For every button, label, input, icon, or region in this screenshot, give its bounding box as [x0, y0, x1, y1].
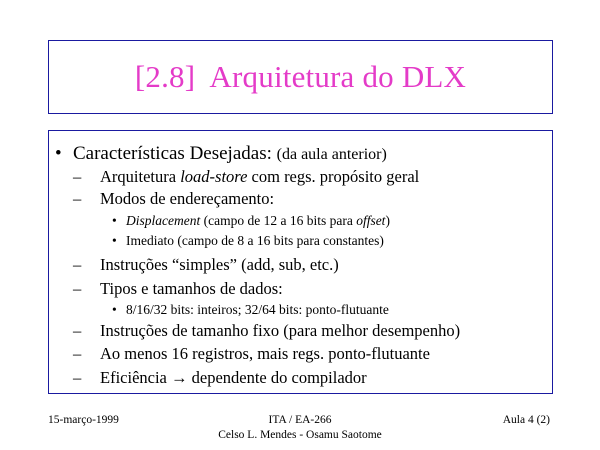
text-run: load-store — [180, 167, 248, 186]
slide-title: [2.8] Arquitetura do DLX — [134, 59, 467, 94]
text-run: Tipos e tamanhos de dados: — [100, 279, 283, 298]
text-run: Instruções de tamanho fixo (para melhor desempenho) — [100, 321, 461, 340]
list-item-text — [100, 344, 430, 364]
text-run: Eficiência → dependente do compilador — [100, 368, 367, 387]
footer-page-number: Aula 4 (2) — [502, 414, 550, 426]
footer-authors: Celso L. Mendes - Osamu Saotome — [218, 429, 382, 441]
list-item-text — [126, 302, 389, 318]
dash-bullet-icon: – — [73, 279, 82, 298]
text-run: Modos de endereçamento: — [100, 189, 275, 208]
list-item-text — [100, 368, 367, 388]
dash-bullet-icon: – — [73, 321, 82, 340]
bullet-icon: • — [55, 143, 62, 164]
list-item-text — [100, 279, 283, 299]
text-run: Características Desejadas — [73, 143, 267, 164]
text-run: Instruções “simples” (add, sub, etc.) — [100, 255, 339, 274]
text-run: Ao menos 16 registros, mais regs. ponto-flutuante — [100, 344, 430, 363]
list-item-text — [100, 255, 339, 275]
list-item-text — [73, 143, 387, 165]
list-item-text — [100, 321, 460, 341]
bullet-icon: • — [112, 213, 117, 228]
bullet-icon: • — [112, 302, 117, 317]
text-run: Imediato (campo de 8 a 16 bits para constantes) — [126, 233, 384, 248]
text-run: 8/16/32 bits: inteiros; 32/64 bits: ponto-flutuante — [126, 302, 389, 317]
text-run: Arquitetura — [100, 167, 181, 186]
dash-bullet-icon: – — [73, 255, 82, 274]
list-item-text — [100, 167, 419, 187]
text-run: : — [266, 143, 277, 164]
footer-date: 15-março-1999 — [48, 414, 119, 426]
text-run: (da aula anterior) — [276, 146, 387, 163]
text-run: com regs. propósito geral — [247, 167, 420, 186]
list-item-text — [126, 233, 384, 249]
bullet-icon: • — [112, 233, 117, 248]
dash-bullet-icon: – — [73, 167, 82, 186]
dash-bullet-icon: – — [73, 344, 82, 363]
text-run: (campo de 12 a 16 bits para — [200, 213, 357, 228]
text-run: ) — [385, 213, 390, 228]
slide-title-box — [48, 40, 553, 114]
list-item-text — [100, 189, 274, 209]
footer-course: ITA / EA-266 — [268, 414, 332, 426]
dash-bullet-icon: – — [73, 189, 82, 208]
text-run: offset — [356, 213, 386, 228]
slide-content-box — [48, 130, 553, 394]
list-item-text — [126, 213, 390, 229]
text-run: Displacement — [126, 213, 201, 228]
dash-bullet-icon: – — [73, 368, 82, 387]
